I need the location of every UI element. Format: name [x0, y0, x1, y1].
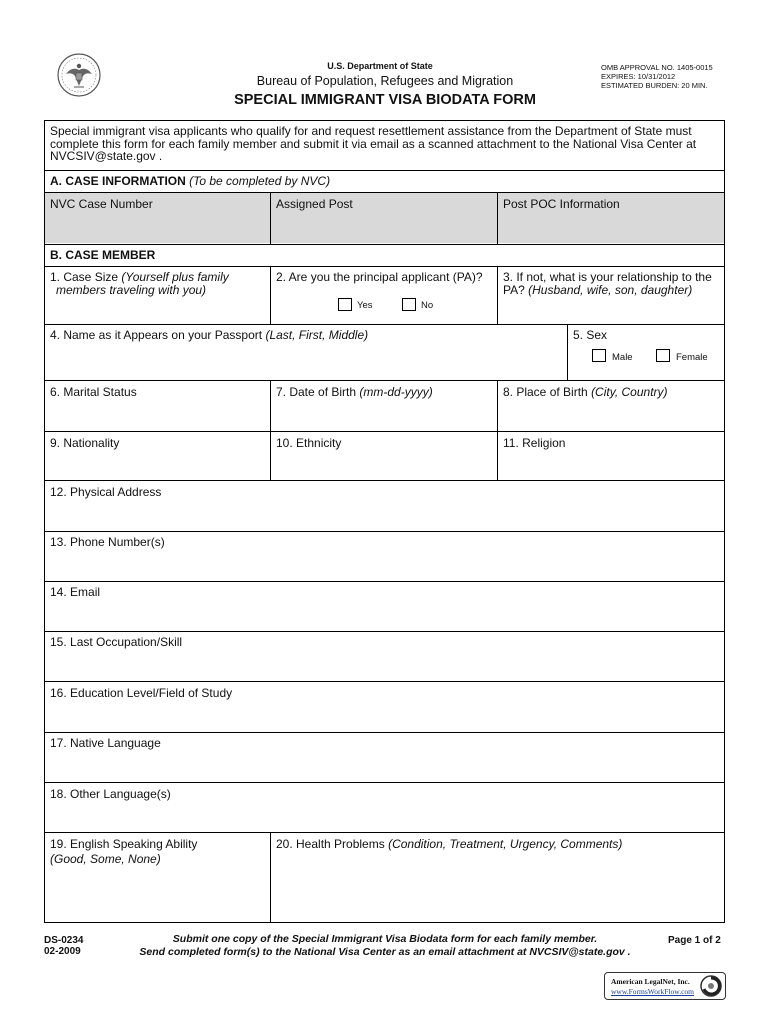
place-of-birth-note: (City, Country) — [591, 385, 668, 399]
section-a-heading-row — [50, 175, 330, 188]
divider — [44, 581, 725, 582]
column-divider — [270, 380, 271, 481]
column-divider — [497, 193, 498, 244]
case-size-note: (Yourself plus family — [121, 270, 229, 284]
post-poc-field[interactable]: Post POC Information — [503, 197, 620, 211]
omb-approval-number: OMB APPROVAL NO. 1405-0015 — [601, 63, 713, 72]
column-divider — [270, 266, 271, 324]
ethnicity-field[interactable]: 10. Ethnicity — [276, 436, 342, 450]
divider — [44, 681, 725, 682]
nationality-field[interactable]: 9. Nationality — [50, 436, 120, 450]
sex-female-label: Female — [676, 352, 708, 363]
religion-field[interactable]: 11. Religion — [503, 436, 566, 450]
physical-address-field[interactable]: 12. Physical Address — [50, 485, 162, 499]
department-name: U.S. Department of State — [327, 61, 433, 71]
date-of-birth-note: (mm-dd-yyyy) — [359, 385, 433, 399]
legalnet-stamp — [604, 972, 726, 1000]
pa-no-label: No — [421, 300, 434, 311]
health-problems-label: 20. Health Problems — [276, 837, 385, 851]
column-divider — [497, 380, 498, 481]
divider — [44, 732, 725, 733]
english-ability-field[interactable]: 19. English Speaking Ability — [50, 837, 198, 851]
section-a-heading: A. CASE INFORMATION — [50, 174, 186, 188]
form-title: SPECIAL IMMIGRANT VISA BIODATA FORM — [234, 92, 536, 108]
native-language-field[interactable]: 17. Native Language — [50, 736, 161, 750]
divider — [44, 244, 725, 245]
divider — [44, 192, 725, 193]
case-size-label: 1. Case Size — [50, 270, 119, 284]
pa-yes-checkbox[interactable] — [338, 298, 352, 311]
footer-instruction-1: Submit one copy of the Special Immigrant Visa Biodata form for each family member. — [172, 933, 598, 945]
column-divider — [497, 266, 498, 324]
place-of-birth-label: 8. Place of Birth — [503, 385, 588, 399]
last-occupation-field[interactable]: 15. Last Occupation/Skill — [50, 635, 183, 649]
page-number: Page 1 of 2 — [668, 935, 721, 946]
sex-female-checkbox[interactable] — [656, 349, 670, 362]
principal-applicant-label: 2. Are you the principal applicant (PA)? — [276, 270, 483, 284]
date-of-birth-label: 7. Date of Birth — [276, 385, 357, 399]
phone-numbers-field[interactable]: 13. Phone Number(s) — [50, 535, 165, 549]
divider — [44, 480, 725, 481]
health-problems-note: (Condition, Treatment, Urgency, Comments) — [388, 837, 623, 851]
sex-male-checkbox[interactable] — [592, 349, 606, 362]
marital-status-field[interactable]: 6. Marital Status — [50, 385, 137, 399]
divider — [44, 531, 725, 532]
omb-expiration: EXPIRES: 10/31/2012 — [601, 72, 676, 81]
intro-instructions: Special immigrant visa applicants who qualify for and request resettlement assistance from the Department of State must complete this form for each family member and submit it via email as a scanned attachment to the National Visa Center at NVCSIV@state.gov . — [50, 124, 697, 163]
email-field[interactable]: 14. Email — [50, 585, 101, 599]
place-of-birth-field[interactable] — [503, 386, 668, 399]
bureau-name: Bureau of Population, Refugees and Migration — [256, 74, 514, 88]
form-number: DS-0234 — [44, 935, 84, 946]
passport-name-field[interactable] — [50, 329, 368, 342]
date-of-birth-field[interactable] — [276, 386, 433, 399]
section-a-note: (To be completed by NVC) — [189, 174, 331, 188]
stamp-company-name: American LegalNet, Inc. — [611, 977, 690, 986]
pa-no-checkbox[interactable] — [402, 298, 416, 311]
nvc-case-number-field[interactable]: NVC Case Number — [50, 197, 153, 211]
state-department-seal-icon — [56, 52, 102, 98]
sex-label: 5. Sex — [573, 328, 608, 342]
divider — [44, 832, 725, 833]
footer-instruction-2: Send completed form(s) to the National Visa Center as an email attachment at NVCSIV@state.gov . — [139, 946, 631, 958]
section-b-heading: B. CASE MEMBER — [50, 248, 156, 262]
divider — [44, 380, 725, 381]
relationship-note: (Husband, wife, son, daughter) — [528, 283, 693, 297]
divider — [44, 170, 725, 171]
divider — [44, 431, 725, 432]
divider — [44, 266, 725, 267]
assigned-post-field[interactable]: Assigned Post — [276, 197, 353, 211]
passport-name-label: 4. Name as it Appears on your Passport — [50, 328, 263, 342]
omb-burden: ESTIMATED BURDEN: 20 MIN. — [601, 81, 708, 90]
divider — [44, 631, 725, 632]
relationship-field[interactable] — [503, 284, 692, 297]
divider — [44, 324, 725, 325]
education-level-field[interactable]: 16. Education Level/Field of Study — [50, 686, 233, 700]
divider — [44, 782, 725, 783]
health-problems-field[interactable] — [276, 838, 622, 851]
sex-male-label: Male — [612, 352, 633, 363]
form-date: 02-2009 — [44, 946, 81, 957]
english-ability-note: (Good, Some, None) — [50, 852, 161, 866]
passport-name-note: (Last, First, Middle) — [265, 328, 369, 342]
omb-approval-block — [601, 63, 713, 90]
relationship-label-2: PA? — [503, 283, 525, 297]
case-size-note-2: members traveling with you) — [56, 283, 207, 297]
pa-yes-label: Yes — [357, 300, 373, 311]
legalnet-logo-icon — [700, 975, 722, 997]
stamp-url-link[interactable]: www.FormsWorkFlow.com — [611, 987, 695, 996]
column-divider — [567, 324, 568, 380]
column-divider — [270, 832, 271, 923]
other-languages-field[interactable]: 18. Other Language(s) — [50, 787, 171, 801]
relationship-label: 3. If not, what is your relationship to the — [503, 270, 712, 284]
column-divider — [270, 193, 271, 244]
